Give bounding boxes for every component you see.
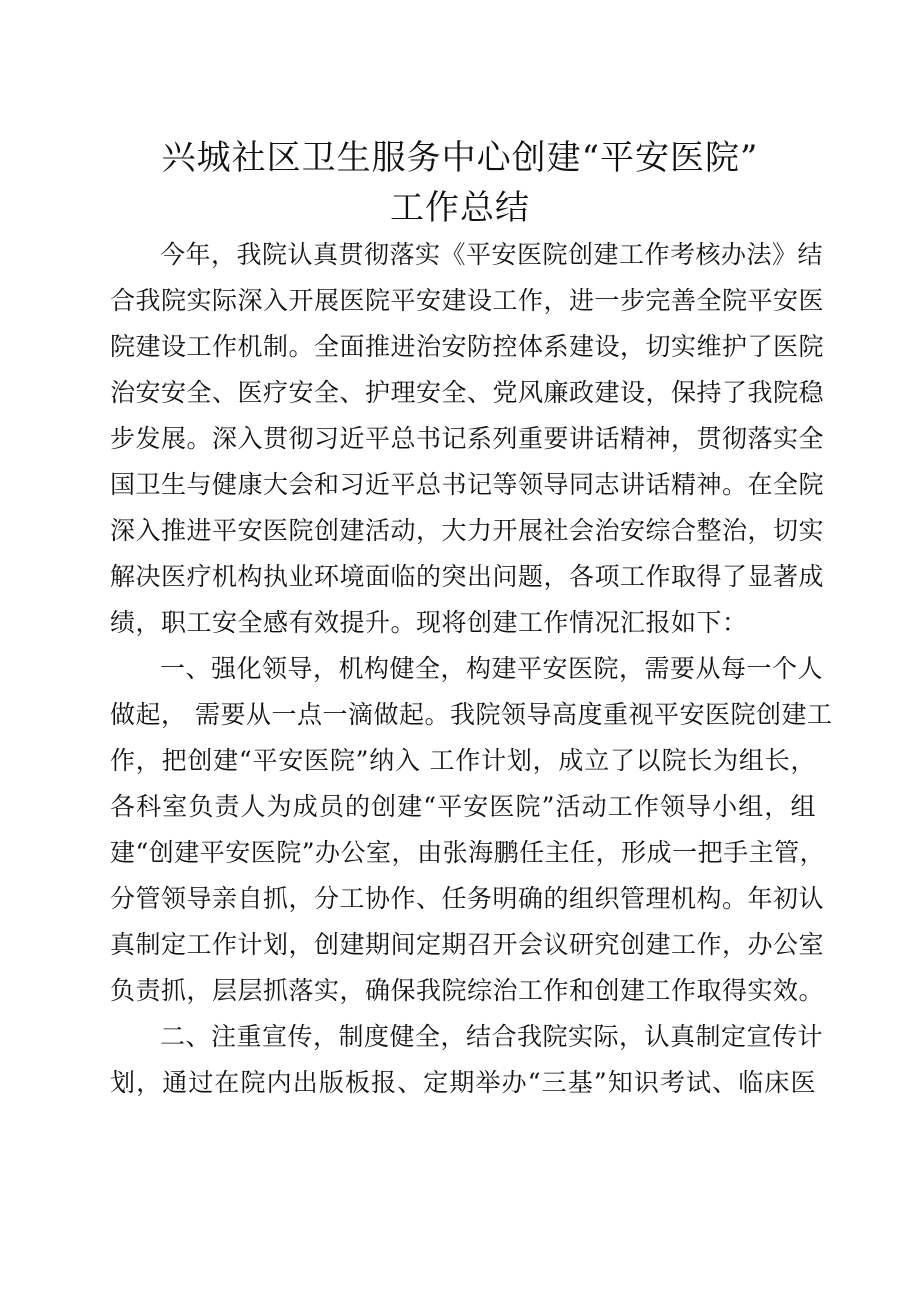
paragraph-1-line: 解决医疗机构执业环境面临的突出问题，各项工作取得了显著成 (110, 562, 825, 591)
paragraph-1-line: 院建设工作机制。全面推进治安防控体系建设，切实维护了医院 (110, 332, 825, 361)
paragraph-1-line: 深入推进平安医院创建活动，大力开展社会治安综合整治，切实 (110, 516, 825, 545)
paragraph-3-line: 划，通过在院内出版板报、定期举办“三基”知识考试、临床医 (110, 1068, 816, 1097)
paragraph-1-line: 绩，职工安全感有效提升。现将创建工作情况汇报如下： (110, 608, 748, 637)
paragraph-3-line: 二、注重宣传，制度健全，结合我院实际，认真制定宣传计 (160, 1022, 824, 1051)
paragraph-1-line: 国卫生与健康大会和习近平总书记等领导同志讲话精神。在全院 (110, 470, 825, 499)
paragraph-1-line: 合我院实际深入开展医院平安建设工作，进一步完善全院平安医 (110, 286, 825, 315)
document-body (110, 232, 833, 1106)
paragraph-2-line: 负责抓，层层抓落实，确保我院综治工作和创建工作取得实效。 (110, 976, 825, 1005)
document-title-line-1: 兴城社区卫生服务中心创建“平安医院” (161, 138, 759, 178)
paragraph-2-line: 建“创建平安医院”办公室，由张海鹏任主任，形成一把手主管， (110, 838, 826, 867)
paragraph-1-line: 步发展。深入贯彻习近平总书记系列重要讲话精神，贯彻落实全 (110, 424, 825, 453)
paragraph-2-line: 分管领导亲自抓，分工协作、任务明确的组织管理机构。年初认 (110, 884, 825, 913)
paragraph-2-line: 做起， 需要从一点一滴做起。我院领导高度重视平安医院创建工 (110, 700, 833, 729)
paragraph-2-line: 各科室负责人为成员的创建“平安医院”活动工作领导小组，组 (110, 792, 816, 821)
paragraph-1-line: 治安安全、医疗安全、护理安全、党风廉政建设，保持了我院稳 (110, 378, 825, 407)
paragraph-2-line: 作，把创建“平安医院”纳入 工作计划，成立了以院长为组长， (110, 746, 816, 775)
document-title-line-2: 工作总结 (390, 188, 530, 228)
paragraph-2-line: 一、强化领导，机构健全，构建平安医院，需要从每一个人 (160, 654, 824, 683)
paragraph-2-line: 真制定工作计划，创建期间定期召开会议研究创建工作，办公室 (110, 930, 825, 959)
paragraph-1-line: 今年，我院认真贯彻落实《平安医院创建工作考核办法》结 (160, 240, 824, 269)
